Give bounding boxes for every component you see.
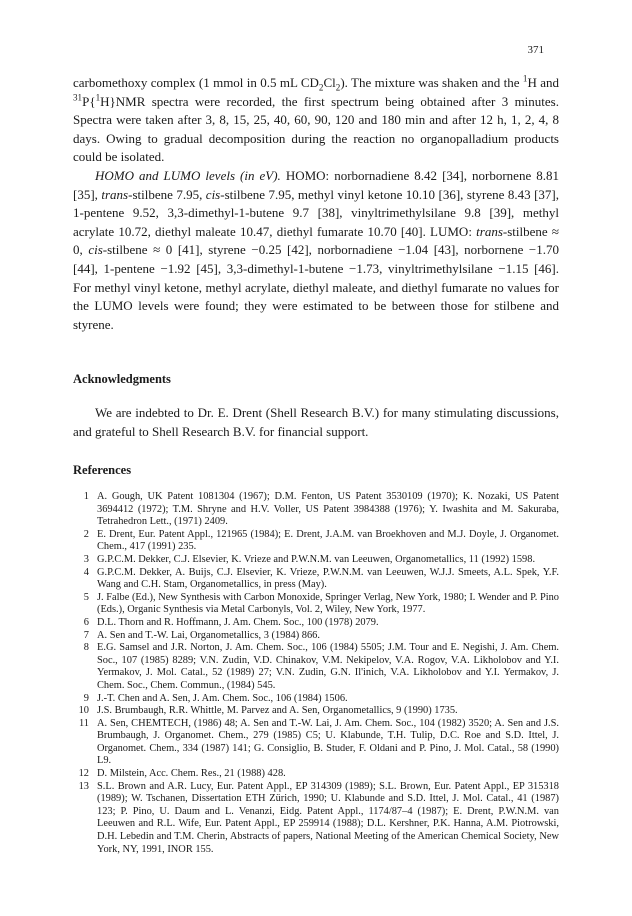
subscript: 2 xyxy=(335,82,341,93)
superscript: 1 xyxy=(95,92,101,103)
reference-item xyxy=(73,491,559,529)
homo-text-b: -stilbene 7.95, xyxy=(128,186,206,202)
homo-lumo-heading: HOMO and LUMO levels (in eV). xyxy=(95,167,281,183)
body-text-a: carbomethoxy complex (1 mmol in 0.5 mL CD xyxy=(73,75,319,90)
superscript: 1 xyxy=(522,73,528,84)
body-text-b: Cl xyxy=(323,75,336,90)
reference-text: J.-T. Chen and A. Sen, J. Am. Chem. Soc., 106 (1984) 1506. xyxy=(97,692,348,704)
body-text-d: H and xyxy=(527,75,559,90)
reference-text: D. Milstein, Acc. Chem. Res., 21 (1988) 428. xyxy=(97,768,286,780)
homo-text-e: -stilbene ≈ 0 [41], styrene −0.25 [42], norbornadiene −1.04 [43], norbornene −1.70 [44], 1-pentene −1.92 [45], 3,3-dimethyl-1-butene −1.73, vinyltrimethylsilane −1.15 [46]. For methyl vinyl ketone, methyl acrylate, diethyl maleate, and diethyl fumarate no values for the LUMO levels were found; they were estimated to be between those for stilbene and styrene. xyxy=(73,242,560,332)
reference-list xyxy=(73,491,559,856)
reference-text: E.G. Samsel and J.R. Norton, J. Am. Chem. Soc., 106 (1984) 5505; J.M. Tour and E. Negishi, J. Am. Chem. Soc., 107 (1985) 8289; V.N. Zudin, V.D. Chinakov, V.M. Nekipelov, V.A. Rogov, V.A. Likholobov and Y.I. Yermakov, J. Mol. Catal., 52 (1989) 27; V.N. Zudin, G.N. Il'inich, V.A. Likholobov and Y.I. Yermakov, J. Chem. Soc., Chem. Commun., (1984) 545. xyxy=(97,642,559,691)
body-text-c: ). The mixture was shaken and the xyxy=(340,75,523,90)
reference-text: E. Drent, Eur. Patent Appl., 121965 (1984); E. Drent, J.A.M. van Broekhoven and M.J. Doyle, J. Organomet. Chem., 417 (1991) 235. xyxy=(97,528,559,553)
reference-text: J. Falbe (Ed.), New Synthesis with Carbon Monoxide, Springer Verlag, New York, 1980; I. Wender and P. Pino (Eds.), Organic Synthesis via Metal Carbonyls, Vol. 2, Wiley, New York, 1977. xyxy=(97,591,559,616)
reference-text: D.L. Thorn and R. Hoffmann, J. Am. Chem. Soc., 100 (1978) 2079. xyxy=(97,616,379,628)
reference-item xyxy=(73,554,559,567)
reference-number: 12 xyxy=(78,768,89,780)
cis-prefix: cis xyxy=(205,186,221,202)
reference-text: S.L. Brown and A.R. Lucy, Eur. Patent Appl., EP 314309 (1989); S.L. Brown, Eur. Patent Appl., EP 315318 (1989); W. Tschanen, Dissertation ETH Zürich, 1990; U. Klabunde and S.D. Ittel, J. Mol. Catal., 41 (1987) 123; P. Pino, U. Daum and L. Venanzi, Eidg. Patent Appl., 1174/87–4 (1987); E. Drent, P.W.N.M. van Leeuwen and R.L. Wife, Eur. Patent Appl., EP 259914 (1988); D.L. Kershner, P.K. Hanna, A.M. Piotrowski, D.H. Lebedin and T.M. Cherin, Abstracts of papers, National Meeting of the American Chemical Society, New York, NY, 1991, INOR 155. xyxy=(97,780,559,855)
trans-prefix: trans xyxy=(476,223,503,239)
homo-text-a: HOMO: norbornadiene 8.42 [34], norbornene 8.81 [35], xyxy=(73,167,559,202)
subscript: 2 xyxy=(318,82,324,93)
reference-item xyxy=(73,630,559,643)
reference-item xyxy=(73,693,559,706)
reference-item xyxy=(73,567,559,592)
reference-item xyxy=(73,718,559,768)
body-text-e: P{ xyxy=(82,93,96,109)
reference-text: J.S. Brumbaugh, R.R. Whittle, M. Parvez and A. Sen, Organometallics, 9 (1990) 1735. xyxy=(97,705,458,717)
reference-item xyxy=(73,642,559,692)
reference-number: 13 xyxy=(78,780,89,792)
body-paragraph xyxy=(73,74,559,334)
reference-number: 10 xyxy=(78,705,89,717)
homo-text-c: -stilbene 7.95, methyl vinyl ketone 10.10 [36], styrene 8.43 [37], 1-pentene 9.52, 3,3-dimethyl-1-butene 9.7 [38], vinyltrimethylsilane 9.8 [39], methyl acrylate 10.72, diethyl maleate 10.47, diethyl fumarate 10.70 [40]. LUMO: xyxy=(73,186,559,239)
page-number: 371 xyxy=(527,44,544,56)
reference-number: 6 xyxy=(83,616,89,628)
reference-number: 2 xyxy=(83,528,89,540)
cis-prefix: cis xyxy=(88,242,103,258)
reference-number: 5 xyxy=(83,591,89,603)
reference-number: 7 xyxy=(83,629,89,641)
reference-number: 9 xyxy=(83,692,89,704)
reference-text: A. Sen and T.-W. Lai, Organometallics, 3 (1984) 866. xyxy=(97,629,320,641)
homo-text-d: -stilbene ≈ 0, xyxy=(73,223,560,258)
reference-text: A. Gough, UK Patent 1081304 (1967); D.M. Fenton, US Patent 3530109 (1970); K. Nozaki, US Patent 3694412 (1972); T.M. Shryne and H.V. Voller, US Patent 3984388 (1976); Y. Iwashita and M. Sakuraba, Tetrahedron Lett., (1971) 2409. xyxy=(97,491,559,528)
reference-number: 4 xyxy=(83,566,89,578)
reference-number: 1 xyxy=(83,491,89,502)
reference-item xyxy=(73,617,559,630)
reference-item xyxy=(73,705,559,718)
acknowledgments-heading: Acknowledgments xyxy=(73,372,171,386)
reference-text: A. Sen, CHEMTECH, (1986) 48; A. Sen and T.-W. Lai, J. Am. Chem. Soc., 104 (1982) 3520; A. Sen and J.S. Brumbaugh, J. Organomet. Chem., 279 (1985) C5; U. Klabunde, T.H. Tulip, D.C. Roe and S.D. Ittel, J. Organomet. Chem., 334 (1987) 141; G. Consiglio, B. Studer, F. Oldani and P. Pino, J. Mol. Catal., 58 (1990) L9. xyxy=(97,717,559,767)
reference-number: 11 xyxy=(78,717,89,729)
superscript: 31 xyxy=(73,92,83,103)
reference-item xyxy=(73,781,559,857)
references-heading: References xyxy=(73,463,132,477)
reference-text: G.P.C.M. Dekker, A. Buijs, C.J. Elsevier, K. Vrieze, P.W.N.M. van Leeuwen, W.J.J. Smeets, A.L. Spek, Y.F. Wang and C.H. Stam, Organometallics, in press (May). xyxy=(97,566,559,591)
reference-item xyxy=(73,592,559,617)
acknowledgments-text: We are indebted to Dr. E. Drent (Shell Research B.V.) for many stimulating discussions, and grateful to Shell Research B.V. for financial support. xyxy=(73,405,559,439)
reference-item xyxy=(73,529,559,554)
reference-number: 3 xyxy=(83,553,89,565)
reference-item xyxy=(73,768,559,781)
trans-prefix: trans xyxy=(101,186,129,202)
body-text-f: H}NMR spectra were recorded, the first spectrum being obtained after 3 minutes. Spectra were taken after 3, 8, 15, 25, 40, 60, 90, 120 and 180 min and after 12 h, 1, 2, 4, 8 days. Owing to gradual decomposition during the reaction no organopalladium products could be isolated. xyxy=(73,93,559,165)
reference-text: G.P.C.M. Dekker, C.J. Elsevier, K. Vrieze and P.W.N.M. van Leeuwen, Organometallics, 11 (1992) 1598. xyxy=(97,553,536,565)
reference-number: 8 xyxy=(83,642,89,654)
